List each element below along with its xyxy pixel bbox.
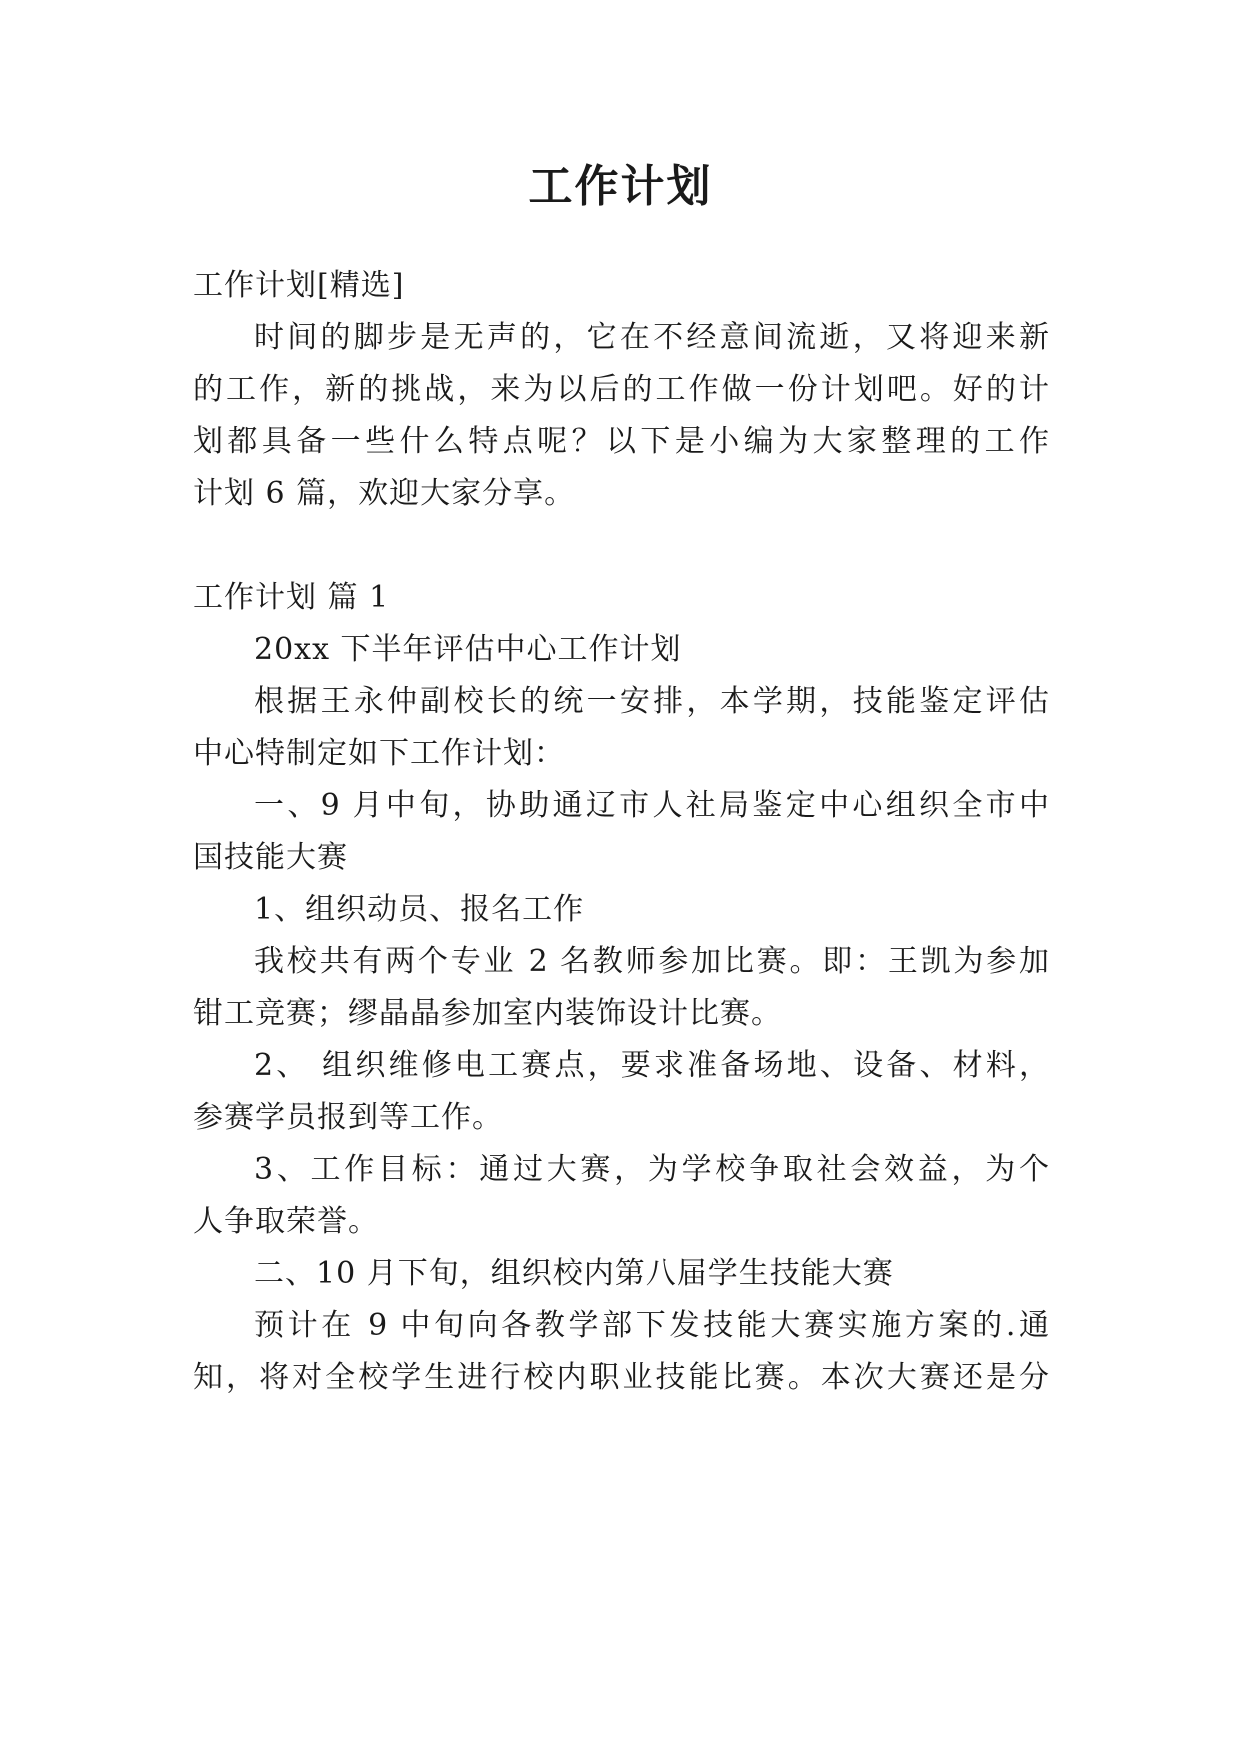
paragraph-line: 计划 6 篇，欢迎大家分享。 — [193, 476, 576, 511]
paragraph-line: 时间的脚步是无声的，它在不经意间流逝，又将迎来新 — [254, 320, 1049, 355]
document-title: 工作计划 — [528, 161, 713, 212]
paragraph-line: 参赛学员报到等工作。 — [193, 1100, 503, 1135]
heading-line: 工作计划[精选] — [193, 268, 405, 303]
paragraph-line: 2、 组织维修电工赛点，要求准备场地、设备、材料， — [254, 1048, 1049, 1083]
paragraph-line: 国技能大赛 — [193, 840, 348, 875]
paragraph-line: 我校共有两个专业 2 名教师参加比赛。即：王凯为参加 — [254, 944, 1049, 979]
paragraph-line: 中心特制定如下工作计划： — [193, 736, 565, 771]
paragraph-line: 二、10 月下旬，组织校内第八届学生技能大赛 — [254, 1256, 894, 1291]
paragraph-line: 预计在 9 中旬向各教学部下发技能大赛实施方案的.通 — [254, 1308, 1049, 1343]
paragraph-line: 1、组织动员、报名工作 — [254, 892, 585, 927]
paragraph-line: 人争取荣誉。 — [193, 1204, 379, 1239]
paragraph-line: 钳工竞赛；缪晶晶参加室内装饰设计比赛。 — [193, 996, 782, 1031]
paragraph-line: 划都具备一些什么特点呢？以下是小编为大家整理的工作 — [193, 424, 1049, 459]
paragraph-line: 根据王永仲副校长的统一安排，本学期，技能鉴定评估 — [254, 684, 1049, 719]
paragraph-line: 3、工作目标：通过大赛，为学校争取社会效益，为个 — [254, 1152, 1049, 1187]
paragraph-line: 一、9 月中旬，协助通辽市人社局鉴定中心组织全市中 — [254, 788, 1049, 823]
subtitle-line: 20xx 下半年评估中心工作计划 — [254, 632, 682, 667]
section-heading: 工作计划 篇 1 — [193, 580, 390, 615]
paragraph-line: 的工作，新的挑战，来为以后的工作做一份计划吧。好的计 — [193, 372, 1049, 407]
paragraph-line: 知，将对全校学生进行校内职业技能比赛。本次大赛还是分 — [193, 1360, 1049, 1395]
